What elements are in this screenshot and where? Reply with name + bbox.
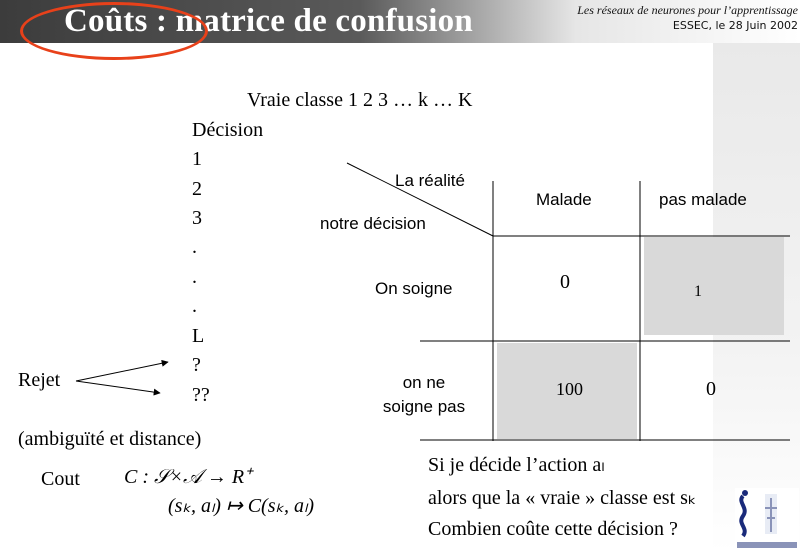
page-title: Coûts : matrice de confusion [64, 3, 473, 39]
header-subtitle: Les réseaux de neurones pour l’apprentissage [577, 3, 798, 17]
col-header-pas-malade: pas malade [659, 190, 747, 209]
decision-item: . [192, 266, 197, 288]
decision-item: 1 [192, 148, 202, 170]
matrix-cell-value: 0 [706, 378, 716, 400]
corner-reality: La réalité [395, 171, 465, 190]
matrix-cell-value: 0 [560, 271, 570, 293]
decision-item: . [192, 236, 197, 258]
decision-item: 2 [192, 178, 202, 200]
decision-item: ?? [192, 384, 210, 406]
question-line2: alors que la « vraie » classe est sₖ [428, 487, 697, 509]
logo-emblem-icon [735, 488, 799, 551]
question-line3: Combien coûte cette décision ? [428, 518, 678, 540]
matrix-cell-value: 1 [694, 283, 702, 300]
ambiguity-note: (ambiguïté et distance) [18, 428, 202, 450]
rejet-label: Rejet [18, 369, 61, 391]
decision-header: Décision [192, 119, 264, 141]
decision-item: ? [192, 354, 201, 376]
decision-item: 3 [192, 207, 202, 229]
cost-label: Cout [41, 468, 80, 490]
row-header-ne-soigne-pas: on ne soigne pas [382, 373, 466, 416]
matrix-cell-value: 100 [556, 379, 583, 399]
corner-decision: notre décision [320, 214, 426, 233]
row-header-soigne: On soigne [375, 279, 453, 298]
cost-formula-line1: C : 𝒮×𝒜 → R⁺ [124, 466, 251, 488]
col-header-malade: Malade [536, 190, 592, 209]
decision-item: . [192, 295, 197, 317]
institution-logo [735, 488, 799, 551]
header-date: ESSEC, le 28 Juin 2002 [672, 19, 798, 32]
true-class-line: Vraie classe 1 2 3 … k … K [247, 89, 473, 111]
question-line1: Si je décide l’action aₗ [428, 454, 605, 476]
cost-formula-line2: (sₖ, aₗ) ↦ C(sₖ, aₗ) [168, 495, 314, 517]
decision-item: L [192, 325, 205, 347]
